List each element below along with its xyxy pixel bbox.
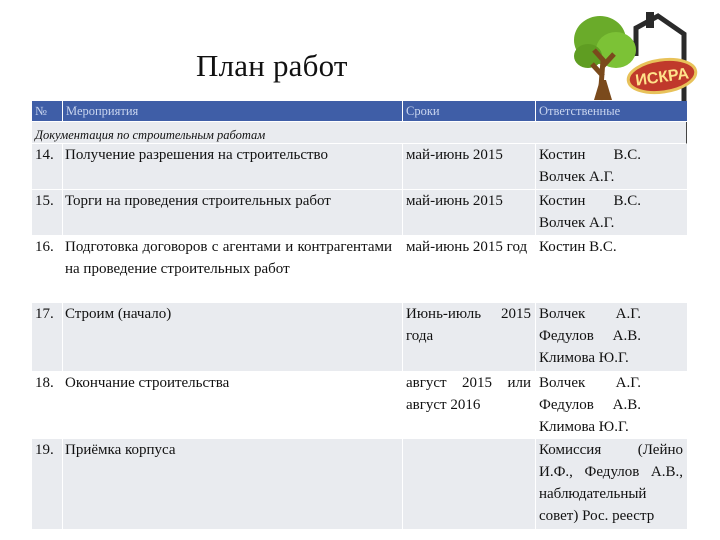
section-title: Документация по строительным работам xyxy=(32,122,687,144)
header-number: № xyxy=(35,104,47,118)
work-plan-table xyxy=(32,101,687,530)
iskra-badge xyxy=(626,55,698,96)
page-title: План работ xyxy=(196,48,348,83)
table-row: 19. Приёмка корпуса Комиссия (Лейно И.Ф., Федулов А.В., наблюдательный совет) Рос. реестр xyxy=(32,439,687,530)
table-row: 17. Строим (начало) Июнь-июль 2015 года Волчек А.Г. Федулов А.В. Климова Ю.Г. xyxy=(32,303,687,372)
header-terms: Сроки xyxy=(402,101,535,121)
table-row: 16. Подготовка договоров с агентами и контрагентами на проведение строительных работ май-июнь 2015 год Костин В.С. xyxy=(32,236,687,303)
tree-house-logo xyxy=(570,10,702,106)
table-row: 14. Получение разрешения на строительство май-июнь 2015 Костин В.С. Волчек А.Г. xyxy=(32,144,687,190)
table-row: 18. Окончание строительства август 2015 или август 2016 Волчек А.Г. Федулов А.В. Климова Ю.Г. xyxy=(32,372,687,439)
logo-text: ИСКРА xyxy=(634,65,690,90)
table-header xyxy=(32,101,687,122)
tree-icon xyxy=(574,16,636,100)
header-responsible: Ответственные xyxy=(535,101,687,121)
header-activities: Мероприятия xyxy=(62,101,402,121)
table-row: 15. Торги на проведения строительных работ май-июнь 2015 Костин В.С. Волчек А.Г. xyxy=(32,190,687,236)
